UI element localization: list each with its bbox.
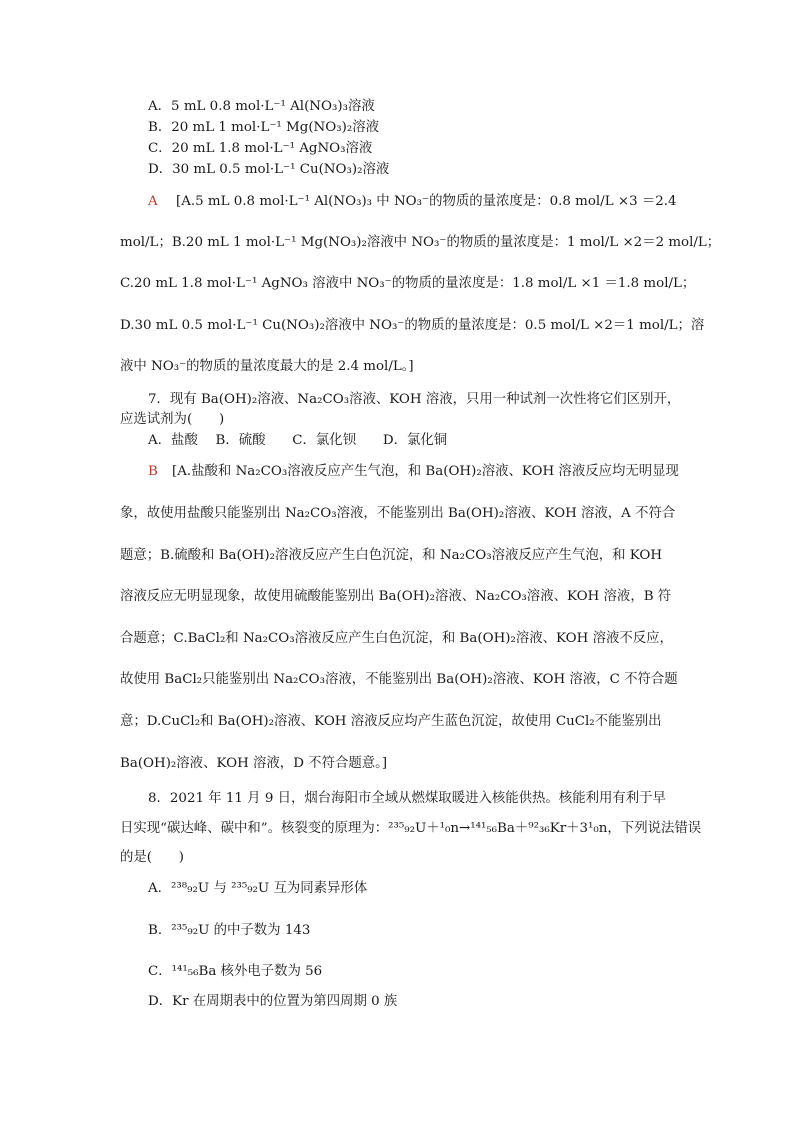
q8-option-b: B．²³⁵₉₂U 的中子数为 143 bbox=[148, 923, 311, 938]
q7-answer-line: 溶液反应无明显现象，故使用硫酸能鉴别出 Ba(OH)₂溶液、Na₂CO₃溶液、KOH 溶液，B 符 bbox=[120, 589, 672, 604]
q6-answer-letter: A bbox=[148, 194, 158, 209]
q6-option-c: C．20 mL 1.8 mol·L⁻¹ AgNO₃溶液 bbox=[148, 141, 373, 156]
q7-stem: 应选试剂为( ) bbox=[120, 412, 225, 427]
q6-answer-line: 液中 NO₃⁻的物质的量浓度最大的是 2.4 mol/L。] bbox=[120, 359, 414, 374]
q6-answer-line: mol/L；B.20 mL 1 mol·L⁻¹ Mg(NO₃)₂溶液中 NO₃⁻的物质的量浓度是：1 mol/L ×2＝2 mol/L； bbox=[120, 235, 721, 250]
q7-answer-letter: B bbox=[148, 464, 158, 479]
q8-stem: 的是( ) bbox=[120, 850, 185, 865]
q7-options: A．盐酸 B．硫酸 C．氯化钡 D．氯化铜 bbox=[148, 433, 448, 448]
q7-answer-line: [A.盐酸和 Na₂CO₃溶液反应产生气泡，和 Ba(OH)₂溶液、KOH 溶液反应均无明显现 bbox=[172, 464, 679, 479]
q8-option-c: C．¹⁴¹₅₆Ba 核外电子数为 56 bbox=[148, 964, 323, 979]
q8-stem: 日实现“碳达峰、碳中和”。核裂变的原理为：²³⁵₉₂U＋¹₀n→¹⁴¹₅₆Ba＋⁹²₃₆Kr＋3¹₀n，下列说法错误 bbox=[120, 821, 702, 836]
q7-answer-line: Ba(OH)₂溶液、KOH 溶液，D 不符合题意。] bbox=[120, 756, 388, 771]
q6-answer-line: C.20 mL 1.8 mol·L⁻¹ AgNO₃ 溶液中 NO₃⁻的物质的量浓度是：1.8 mol/L ×1 ＝1.8 mol/L； bbox=[120, 276, 696, 291]
q7-answer-line: 象，故使用盐酸只能鉴别出 Na₂CO₃溶液，不能鉴别出 Ba(OH)₂溶液、KOH 溶液，A 不符合 bbox=[120, 506, 676, 521]
q6-answer-line: [A.5 mL 0.8 mol·L⁻¹ Al(NO₃)₃ 中 NO₃⁻的物质的量浓度是：0.8 mol/L ×3 ＝2.4 bbox=[176, 194, 677, 209]
q6-option-a: A．5 mL 0.8 mol·L⁻¹ Al(NO₃)₃溶液 bbox=[148, 99, 375, 114]
q7-answer-line: 题意；B.硫酸和 Ba(OH)₂溶液反应产生白色沉淀，和 Na₂CO₃溶液反应产生气泡，和 KOH bbox=[120, 548, 663, 563]
q7-answer-line: 意；D.CuCl₂和 Ba(OH)₂溶液、KOH 溶液反应均产生蓝色沉淀，故使用 CuCl₂不能鉴别出 bbox=[120, 714, 662, 729]
q7-answer-line: 合题意；C.BaCl₂和 Na₂CO₃溶液反应产生白色沉淀，和 Ba(OH)₂溶液、KOH 溶液不反应， bbox=[120, 631, 673, 646]
q8-option-d: D．Kr 在周期表中的位置为第四周期 0 族 bbox=[148, 994, 398, 1009]
q6-answer-line: D.30 mL 0.5 mol·L⁻¹ Cu(NO₃)₂溶液中 NO₃⁻的物质的量浓度是：0.5 mol/L ×2＝1 mol/L；溶 bbox=[120, 318, 705, 333]
q8-stem: 8．2021 年 11 月 9 日，烟台海阳市全域从燃煤取暖进入核能供热。核能利用有利于早 bbox=[148, 791, 666, 806]
q6-option-b: B．20 mL 1 mol·L⁻¹ Mg(NO₃)₂溶液 bbox=[148, 120, 379, 135]
q6-option-d: D．30 mL 0.5 mol·L⁻¹ Cu(NO₃)₂溶液 bbox=[148, 162, 390, 177]
q7-stem: 7．现有 Ba(OH)₂溶液、Na₂CO₃溶液、KOH 溶液，只用一种试剂一次性将它们区别开， bbox=[148, 392, 681, 407]
q8-option-a: A．²³⁸₉₂U 与 ²³⁵₉₂U 互为同素异形体 bbox=[148, 881, 368, 896]
q7-answer-line: 故使用 BaCl₂只能鉴别出 Na₂CO₃溶液，不能鉴别出 Ba(OH)₂溶液、KOH 溶液，C 不符合题 bbox=[120, 672, 678, 687]
